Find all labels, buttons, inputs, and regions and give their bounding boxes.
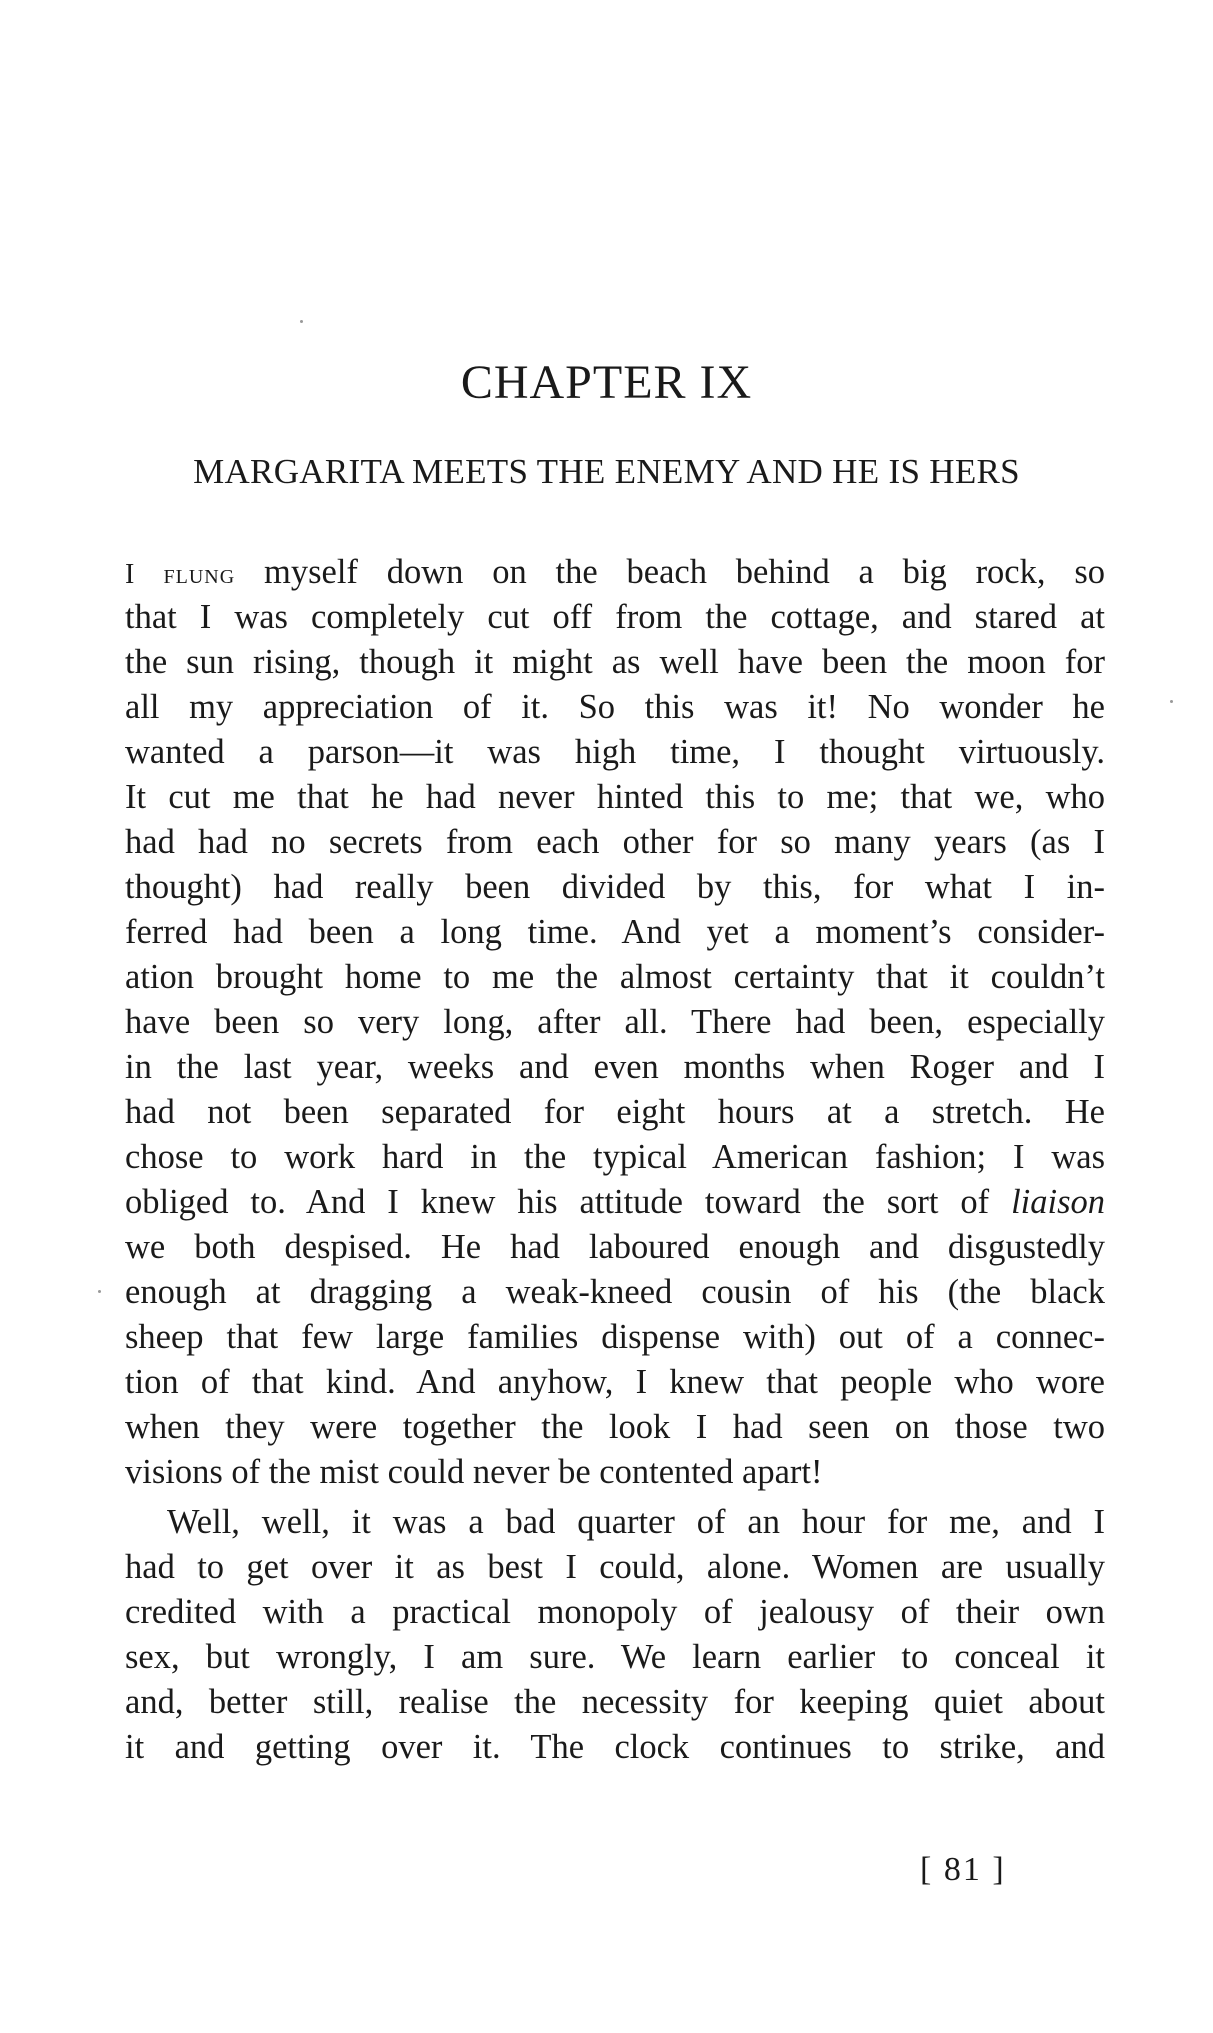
chapter-subtitle: MARGARITA MEETS THE ENEMY AND HE IS HERS: [193, 452, 1020, 491]
text-line: in the last year, weeks and even months when Roger and I: [125, 1048, 1105, 1086]
paragraph: [125, 550, 1105, 1495]
text-line: had not been separated for eight hours at a stretch. He: [125, 1093, 1105, 1131]
page-number: [ 81 ]: [920, 1851, 1006, 1888]
text-line: It cut me that he had never hinted this to me; that we, who: [125, 778, 1105, 816]
text-line: had had no secrets from each other for so many years (as I: [125, 823, 1105, 861]
body-text: [125, 550, 1105, 1770]
text-line: chose to work hard in the typical American fashion; I was: [125, 1138, 1105, 1176]
paper-speck: [300, 320, 303, 323]
text-line: and, better still, realise the necessity for keeping quiet about: [125, 1683, 1105, 1721]
text-line: enough at dragging a weak-kneed cousin of his (the black: [125, 1273, 1105, 1311]
paragraph: [125, 1500, 1105, 1770]
text-line: Well, well, it was a bad quarter of an hour for me, and I: [167, 1503, 1105, 1541]
text-line: I flung myself down on the beach behind a big rock, so: [125, 553, 1105, 591]
opening-small-caps: I flung: [125, 559, 236, 590]
text-line: tion of that kind. And anyhow, I knew that people who wore: [125, 1363, 1105, 1401]
text-line: have been so very long, after all. There had been, especially: [125, 1003, 1105, 1041]
text-line: obliged to. And I knew his attitude toward the sort of liaison: [125, 1183, 1105, 1221]
text-line: the sun rising, though it might as well have been the moon for: [125, 643, 1105, 681]
paper-speck: [98, 1290, 101, 1293]
text-line: sex, but wrongly, I am sure. We learn earlier to conceal it: [125, 1638, 1105, 1676]
text-line: we both despised. He had laboured enough and disgustedly: [125, 1228, 1105, 1266]
text-line: when they were together the look I had seen on those two: [125, 1408, 1105, 1446]
text-line: ation brought home to me the almost certainty that it couldn’t: [125, 958, 1105, 996]
text-line: wanted a parson—it was high time, I thought virtuously.: [125, 733, 1105, 771]
text-line: thought) had really been divided by this, for what I in-: [125, 868, 1105, 906]
text-line: ferred had been a long time. And yet a moment’s consider-: [125, 913, 1105, 951]
text-line: sheep that few large families dispense with) out of a connec-: [125, 1318, 1105, 1356]
text-line: had to get over it as best I could, alone. Women are usually: [125, 1548, 1105, 1586]
text-line: credited with a practical monopoly of jealousy of their own: [125, 1593, 1105, 1631]
text-line: visions of the mist could never be contented apart!: [125, 1453, 823, 1491]
text-line: all my appreciation of it. So this was it! No wonder he: [125, 688, 1105, 726]
text-line: it and getting over it. The clock continues to strike, and: [125, 1728, 1105, 1766]
paper-speck: [1170, 700, 1173, 703]
italic-word: liaison: [1011, 1183, 1105, 1221]
text-line: that I was completely cut off from the cottage, and stared at: [125, 598, 1105, 636]
chapter-title: CHAPTER IX: [460, 356, 753, 409]
